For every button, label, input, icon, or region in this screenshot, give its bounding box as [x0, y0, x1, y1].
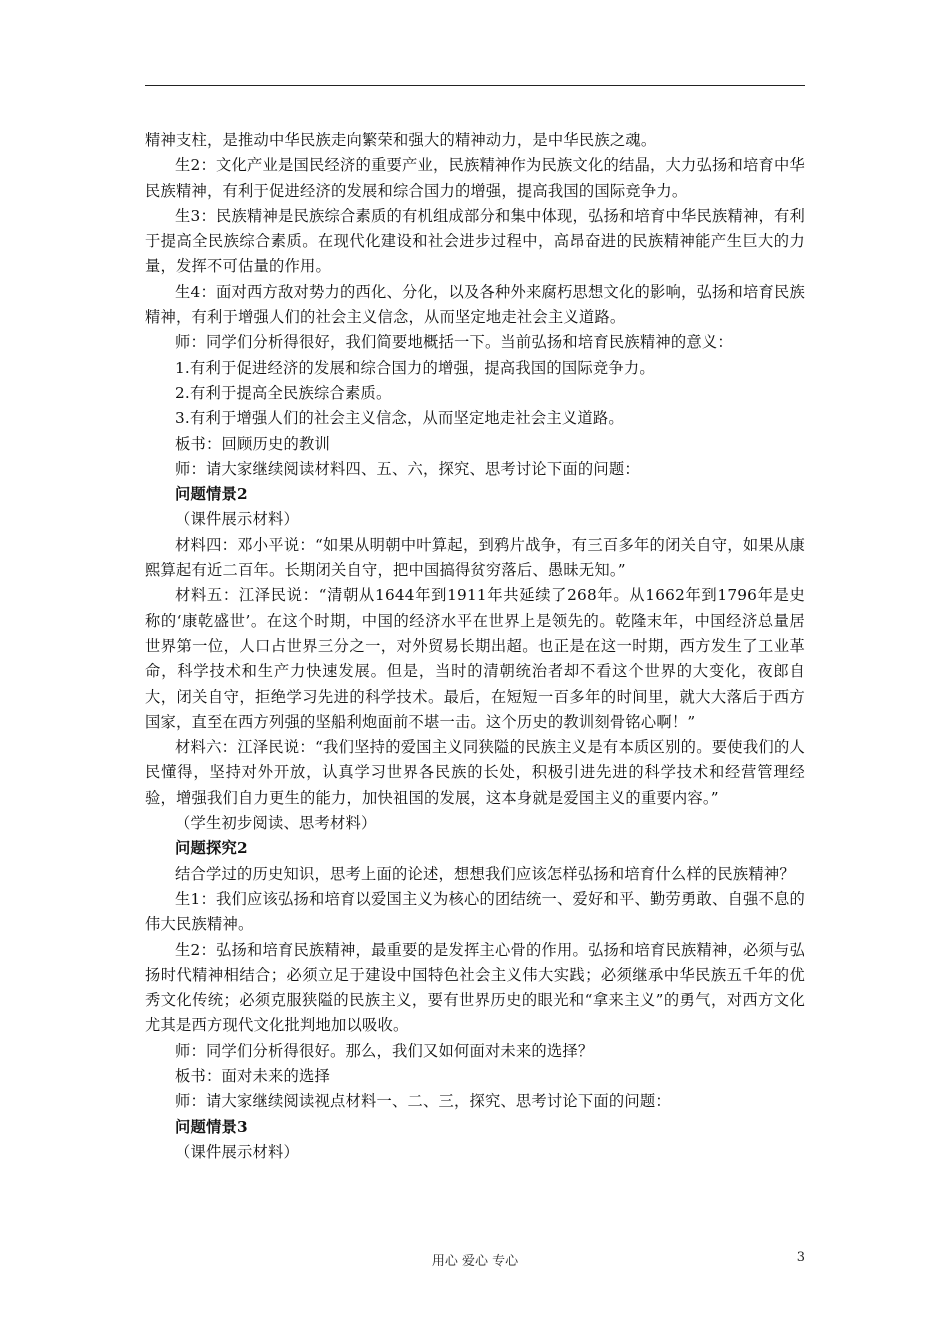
paragraph: 材料四：邓小平说：“如果从明朝中叶算起，到鸦片战争，有三百多年的闭关自守，如果从康熙算起有近二百年。长期闭关自守，把中国搞得贫穷落后、愚昧无知。”: [145, 535, 805, 580]
paragraph: 材料五：江泽民说：“清朝从1644年到1911年共延续了268年。从1662年到1796年是史称的‘康乾盛世’。在这个时期，中国的经济水平在世界上是领先的。乾隆末年，中国经济总量居世界第一位，人口占世界三分之一，对外贸易长期出超。也正是在这一时期，西方发生了工业革命，科学技术和生产力快速发展。但是，当时的清朝统治者却不看这个世界的大变化，夜郎自大，闭关自守，拒绝学习先进的科学技术。最后，在短短一百多年的时间里，就大大落后于西方国家，直至在西方列强的坚船利炮面前不堪一击。这个历史的教训刻骨铭心啊！”: [145, 586, 805, 731]
page-number: 3: [796, 1250, 805, 1265]
footer-slogan: 用心 爱心 专心: [431, 1254, 519, 1269]
paragraph: 板书：回顾历史的教训: [175, 434, 330, 453]
paragraph: 师：请大家继续阅读视点材料一、二、三，探究、思考讨论下面的问题：: [175, 1092, 671, 1111]
paragraph: 师：请大家继续阅读材料四、五、六，探究、思考讨论下面的问题：: [175, 459, 640, 478]
section-heading: 问题情景2: [175, 485, 248, 504]
paragraph: 1.有利于促进经济的发展和综合国力的增强，提高我国的国际竞争力。: [175, 358, 655, 377]
paragraph: 2.有利于提高全民族综合素质。: [175, 383, 392, 402]
document-body: [145, 128, 805, 1165]
paragraph: 材料六：江泽民说：“我们坚持的爱国主义同狭隘的民族主义是有本质区别的。要使我们的人民懂得，坚持对外开放，认真学习世界各民族的长处，积极引进先进的科学技术和经营管理经验，增强我们自力更生的能力，加快祖国的发展，这本身就是爱国主义的重要内容。”: [145, 738, 805, 807]
paragraph: 生2：弘扬和培育民族精神，最重要的是发挥主心骨的作用。弘扬和培育民族精神，必须与弘扬时代精神相结合；必须立足于建设中国特色社会主义伟大实践；必须继承中华民族五千年的优秀文化传统；必须克服狭隘的民族主义，要有世界历史的眼光和“拿来主义”的勇气，对西方文化尤其是西方现代文化批判地加以吸收。: [145, 940, 805, 1035]
section-heading: 问题情景3: [175, 1117, 248, 1136]
paragraph: 结合学过的历史知识，思考上面的论述，想想我们应该怎样弘扬和培育什么样的民族精神？: [175, 864, 795, 883]
paragraph: （课件展示材料）: [175, 510, 299, 529]
paragraph: （学生初步阅读、思考材料）: [175, 814, 377, 833]
paragraph: 师：同学们分析得很好，我们简要地概括一下。当前弘扬和培育民族精神的意义：: [175, 333, 733, 352]
paragraph: 生3：民族精神是民族综合素质的有机组成部分和集中体现，弘扬和培育中华民族精神，有利于提高全民族综合素质。在现代化建设和社会进步过程中，高昂奋进的民族精神能产生巨大的力量，发挥不可估量的作用。: [145, 206, 805, 276]
paragraph: 生1：我们应该弘扬和培育以爱国主义为核心的团结统一、爱好和平、勤劳勇敢、自强不息的伟大民族精神。: [145, 889, 805, 934]
paragraph: 生4：面对西方敌对势力的西化、分化，以及各种外来腐朽思想文化的影响，弘扬和培育民族精神，有利于增强人们的社会主义信念，从而坚定地走社会主义道路。: [145, 282, 805, 327]
paragraph: 板书：面对未来的选择: [175, 1066, 330, 1085]
section-heading: 问题探究2: [175, 839, 248, 858]
paragraph: 精神支柱，是推动中华民族走向繁荣和强大的精神动力，是中华民族之魂。: [145, 131, 657, 149]
paragraph: 生2：文化产业是国民经济的重要产业，民族精神作为民族文化的结晶，大力弘扬和培育中华民族精神，有利于促进经济的发展和综合国力的增强，提高我国的国际竞争力。: [145, 156, 805, 200]
header-rule: [145, 85, 805, 86]
paragraph: 3.有利于增强人们的社会主义信念，从而坚定地走社会主义道路。: [175, 409, 624, 428]
paragraph: （课件展示材料）: [175, 1142, 299, 1161]
paragraph: 师：同学们分析得很好。那么，我们又如何面对未来的选择？: [175, 1041, 594, 1060]
